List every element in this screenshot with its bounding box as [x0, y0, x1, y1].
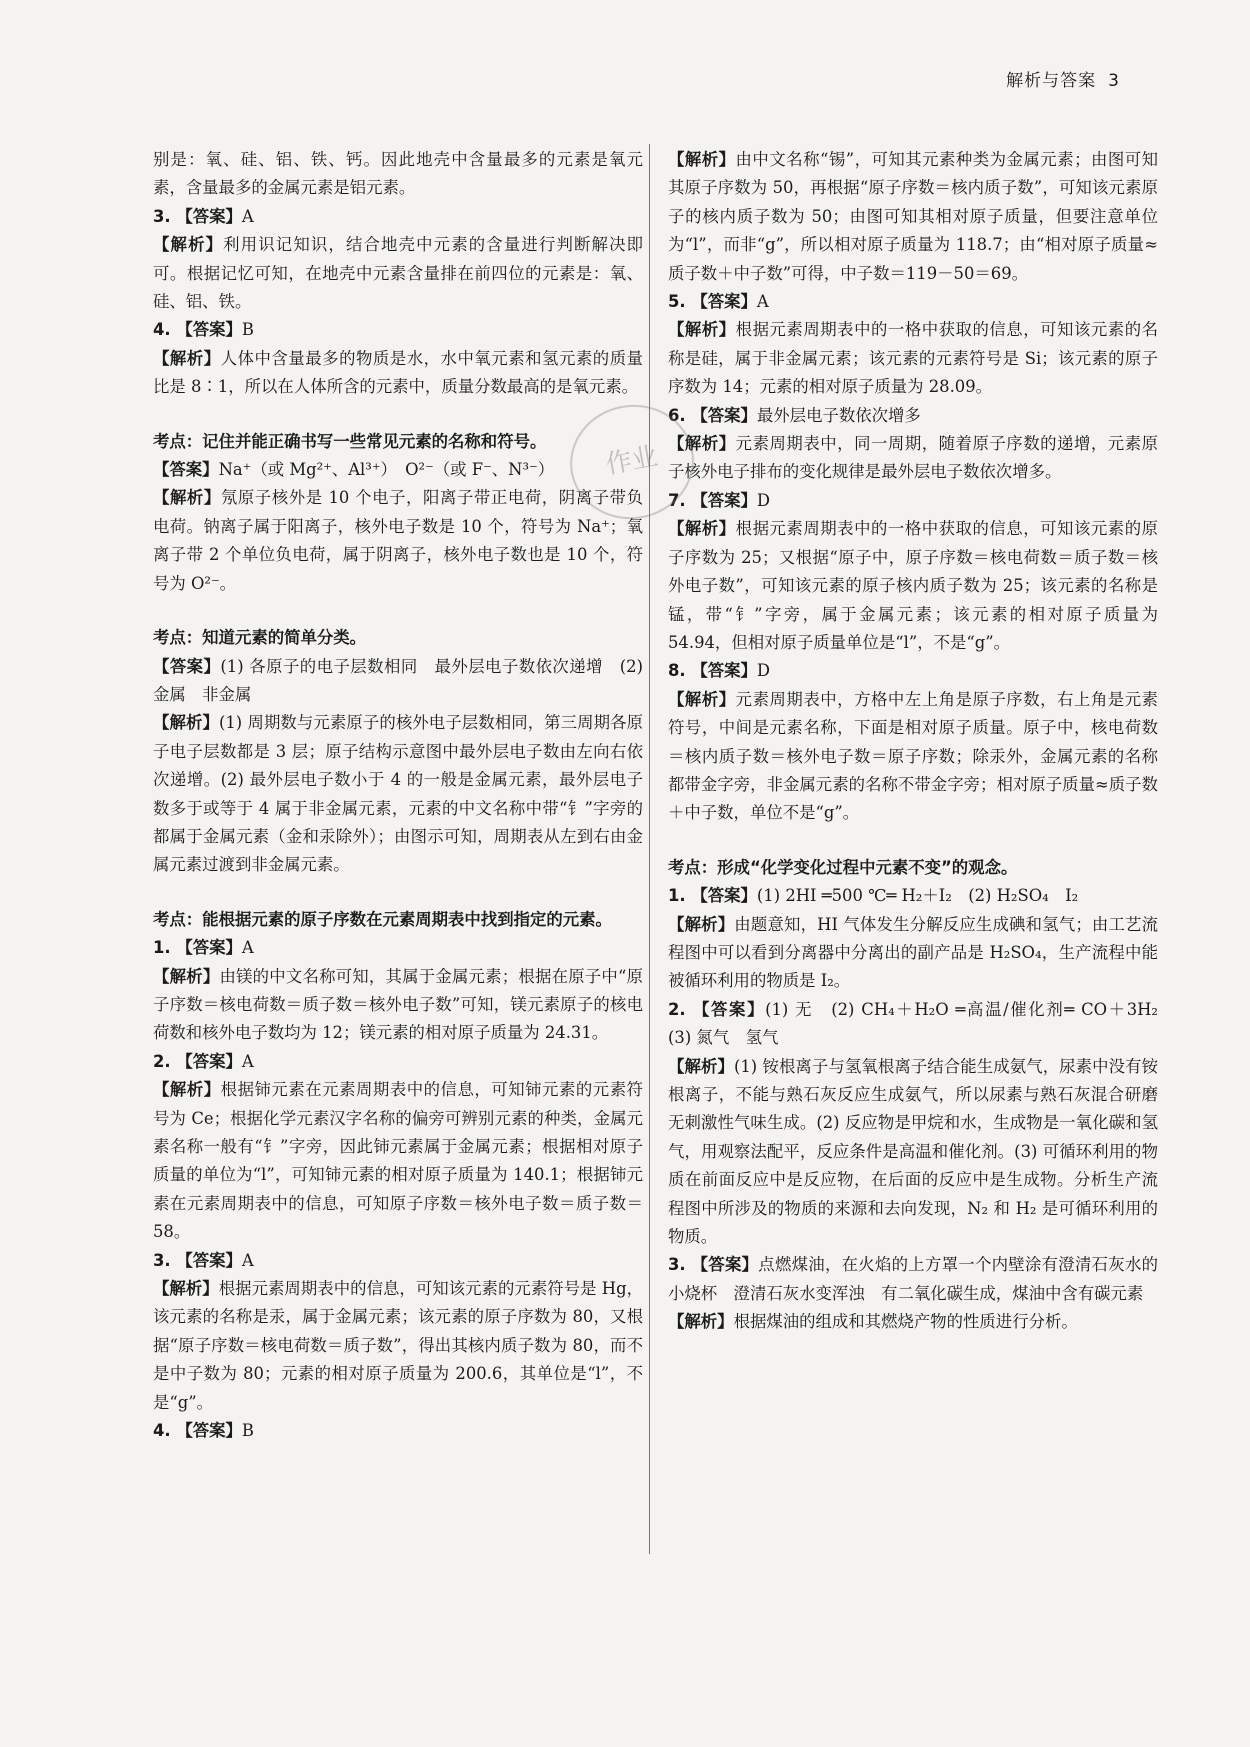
answer-text: B [241, 1421, 254, 1441]
answer-paragraph [668, 288, 1158, 316]
answer-paragraph [153, 316, 643, 344]
page-header [1006, 66, 1120, 91]
answer-label: 4. 【答案】 [153, 320, 242, 340]
answer-paragraph [668, 402, 1158, 430]
section-heading: 考点：形成“化学变化过程中元素不变”的观念。 [668, 857, 1018, 877]
answer-label: 8. 【答案】 [668, 661, 757, 681]
answer-paragraph [668, 996, 1175, 1053]
answer-text: A [241, 1250, 254, 1270]
answer-label: 【解析】 [668, 519, 736, 539]
answer-text: 根据煤油的组成和其燃烧产物的性质进行分析。 [733, 1312, 1078, 1332]
answer-paragraph [153, 934, 643, 962]
answer-text: A [241, 938, 254, 958]
answer-text: (1) 铵根离子与氢氧根离子结合能生成氨气，尿素中没有铵根离子，不能与熟石灰反应生成氨气，所以尿素与熟石灰混合研磨无刺激性气味生成。(2) 反应物是甲烷和水，生成物是一氧化碳和氢气，用观察法配平，反应条件是高温和催化剂。(3) 可循环利用的物质在前面反应中是反应物，在后面的反应中是生成物。分析生产流程图中所涉及的物质的来源和去向发现，N₂ 和 H₂ 是可循环利用的物质。 [668, 1056, 1158, 1247]
answer-paragraph [668, 882, 1158, 910]
answer-paragraph [668, 487, 1158, 515]
answer-text: A [241, 206, 254, 226]
answer-paragraph [153, 231, 643, 316]
answer-text: 根据元素周期表中的信息，可知该元素的元素符号是 Hg，该元素的名称是汞，属于金属元素；该元素的原子序数为 80，又根据“原子序数＝核电荷数＝质子数”，得出其核内质子数为 80，而不是中子数为 80；元素的相对原子质量为 200.6，其单位是“l”，不是“g”。 [153, 1279, 644, 1412]
answer-text: (1) 周期数与元素原子的核外电子层数相同，第三周期各原子电子层数都是 3 层；原子结构示意图中最外层电子数由左向右依次递增。(2) 最外层电子数小于 4 的一般是金属元素，最外层电子数多于或等于 4 属于非金属元素，元素的中文名称中带“钅”字旁的都属于金属元素（金和汞除外）；由图示可知，周期表从左到右由金属元素过渡到非金属元素。 [153, 713, 643, 875]
answer-paragraph [668, 911, 1158, 996]
answer-text: (1) 各原子的电子层数相同 最外层电子数依次递增 (2) 金属 非金属 [153, 656, 643, 704]
section-heading: 考点：能根据元素的原子序数在元素周期表中找到指定的元素。 [153, 909, 612, 929]
section-gap [153, 598, 643, 624]
answer-paragraph [668, 1251, 1158, 1308]
right-column [668, 146, 1175, 1337]
answer-paragraph [153, 1275, 643, 1417]
answer-paragraph [668, 686, 1158, 828]
answer-paragraph [153, 1076, 643, 1246]
answer-paragraph [153, 709, 643, 879]
answer-paragraph [153, 146, 643, 203]
answer-paragraph [668, 430, 1158, 487]
section-heading: 考点：记住并能正确书写一些常见元素的名称和符号。 [153, 431, 547, 451]
answer-text: 由镁的中文名称可知，其属于金属元素；根据在原子中“原子序数＝核电荷数＝质子数＝核外电子数”可知，镁元素原子的核电荷数和核外电子数均为 12；镁元素的相对原子质量为 24.31。 [153, 966, 643, 1043]
answer-label: 1. 【答案】 [153, 938, 242, 958]
section-gap [153, 402, 643, 428]
answer-label: 【解析】 [668, 320, 736, 340]
answer-text: 元素周期表中，方格中左上角是原子序数，右上角是元素符号，中间是元素名称，下面是相对原子质量。原子中，核电荷数＝核内质子数＝核外电子数＝原子序数；除汞外，金属元素的名称都带金字旁，非金属元素的名称不带金字旁；相对原子质量≈质子数＋中子数，单位不是“g”。 [668, 689, 1159, 823]
answer-text: Na⁺（或 Mg²⁺、Al³⁺） O²⁻（或 F⁻、N³⁻） [218, 460, 555, 480]
column-divider [649, 144, 650, 1554]
answer-paragraph [153, 484, 643, 598]
answer-text: D [756, 490, 771, 510]
section-gap [153, 880, 643, 906]
answer-label: 5. 【答案】 [668, 292, 757, 312]
answer-label: 【答案】 [153, 656, 221, 676]
answer-label: 【解析】 [668, 434, 736, 454]
answer-paragraph [668, 515, 1158, 657]
answer-paragraph [668, 1053, 1158, 1252]
answer-label: 【解析】 [153, 966, 220, 986]
section-gap [668, 828, 1158, 854]
answer-label: 6. 【答案】 [668, 405, 757, 425]
answer-label: 3. 【答案】 [668, 1255, 759, 1275]
answer-text: 根据元素周期表中的一格中获取的信息，可知该元素的名称是硅，属于非金属元素；该元素的元素符号是 Si；该元素的原子序数为 14；元素的相对原子质量为 28.09。 [668, 320, 1159, 397]
answer-paragraph [668, 316, 1158, 401]
answer-text: 由中文名称“锡”，可知其元素种类为金属元素；由图可知其原子序数为 50，再根据“原子序数＝核内质子数”，可知该元素原子的核内质子数为 50；由图可知其相对原子质量，但要注意单位为“l”，而非“g”，所以相对原子质量为 118.7；由“相对原子质量≈质子数＋中子数”可得，中子数＝119－50＝69。 [668, 150, 1159, 283]
answer-paragraph [668, 1308, 1158, 1336]
answer-paragraph [153, 345, 643, 402]
answer-paragraph [153, 963, 643, 1048]
answer-label: 【解析】 [668, 150, 736, 169]
answer-label: 【解析】 [668, 914, 735, 934]
answer-label: 4. 【答案】 [153, 1421, 242, 1441]
answer-label: 【解析】 [668, 1056, 734, 1076]
header-title: 解析与答案 [1006, 71, 1097, 91]
page-number: 3 [1108, 71, 1120, 91]
answer-paragraph [153, 1247, 643, 1275]
answer-paragraph [153, 203, 643, 231]
answer-text: 元素周期表中，同一周期，随着原子序数的递增，元素原子核外电子排布的变化规律是最外层电子数依次增多。 [668, 434, 1159, 482]
answer-text: 人体中含量最多的物质是水，水中氧元素和氢元素的质量比是 8∶1，所以在人体所含的元素中，质量分数最高的是氧元素。 [153, 348, 644, 397]
section-heading: 考点：知道元素的简单分类。 [153, 628, 367, 648]
answer-label: 【解析】 [153, 1080, 221, 1100]
answer-label: 【答案】 [153, 460, 219, 480]
answer-text: 根据铈元素在元素周期表中的信息，可知铈元素的元素符号为 Ce；根据化学元素汉字名称的偏旁可辨别元素的种类，金属元素名称一般有“钅”字旁，因此铈元素属于金属元素；根据相对原子质量的单位为“l”，可知铈元素的相对原子质量为 140.1；根据铈元素在元素周期表中的信息，可知原子序数＝核外电子数＝质子数＝58。 [153, 1080, 644, 1242]
answer-text: A [241, 1051, 254, 1071]
left-column [153, 146, 643, 1445]
answer-label: 【解析】 [153, 235, 224, 255]
answer-label: 【解析】 [668, 1312, 734, 1332]
answer-text: 别是：氧、硅、铝、铁、钙。因此地壳中含量最多的元素是氧元素，含量最多的金属元素是铝元素。 [153, 150, 643, 198]
answer-text: 根据元素周期表中的一格中获取的信息，可知该元素的原子序数为 25；又根据“原子中，原子序数＝核电荷数＝质子数＝核外电子数”，可知该元素的原子核内质子数为 25；该元素的名称是锰，带“钅”字旁，属于金属元素；该元素的相对原子质量为 54.94，但相对原子质量单位是“l”，不是“g”。 [668, 519, 1159, 652]
answer-label: 【解析】 [153, 713, 219, 733]
answer-label: 【解析】 [668, 689, 736, 709]
answer-paragraph [153, 1417, 643, 1445]
answer-text: 利用识记知识，结合地壳中元素的含量进行判断解决即可。根据记忆可知，在地壳中元素含量排在前四位的元素是：氧、硅、铝、铁。 [153, 235, 644, 312]
answer-text: 最外层电子数依次增多 [756, 405, 921, 425]
answer-label: 【解析】 [153, 488, 221, 508]
answer-text: (1) 2HI ═500 ℃═ H₂＋I₂ (2) H₂SO₄ I₂ [756, 886, 1079, 906]
answer-label: 1. 【答案】 [668, 886, 757, 906]
answer-label: 【解析】 [153, 348, 221, 368]
answer-label: 2. 【答案】 [668, 999, 766, 1019]
watermark-stamp: 作业 [561, 395, 703, 529]
answer-text: A [756, 292, 769, 312]
answer-text: B [241, 320, 254, 340]
answer-paragraph [153, 1048, 643, 1076]
answer-paragraph [153, 653, 643, 710]
answer-label: 7. 【答案】 [668, 490, 757, 510]
answer-text: 氖原子核外是 10 个电子，阳离子带正电荷，阴离子带负电荷。钠离子属于阳离子，核外电子数是 10 个，符号为 Na⁺；氧离子带 2 个单位负电荷，属于阴离子，核外电子数也是 10 个，符号为 O²⁻。 [153, 488, 643, 593]
answer-text: 点燃煤油，在火焰的上方罩一个内壁涂有澄清石灰水的小烧杯 澄清石灰水变浑浊 有二氧化碳生成，煤油中含有碳元素 [668, 1255, 1158, 1303]
answer-text: (1) 无 (2) CH₄＋H₂O ═高温/催化剂═ CO＋3H₂ (3) 氮气 氢气 [668, 999, 1175, 1048]
answer-label: 2. 【答案】 [153, 1051, 242, 1071]
answer-label: 3. 【答案】 [153, 206, 242, 226]
answer-text: D [756, 661, 771, 681]
answer-paragraph [668, 146, 1158, 288]
answer-label: 【解析】 [153, 1279, 219, 1299]
answer-text: 由题意知，HI 气体发生分解反应生成碘和氢气；由工艺流程图中可以看到分离器中分离出的副产品是 H₂SO₄，生产流程中能被循环利用的物质是 I₂。 [668, 914, 1159, 991]
answer-label: 3. 【答案】 [153, 1250, 242, 1270]
answer-paragraph [668, 657, 1158, 685]
